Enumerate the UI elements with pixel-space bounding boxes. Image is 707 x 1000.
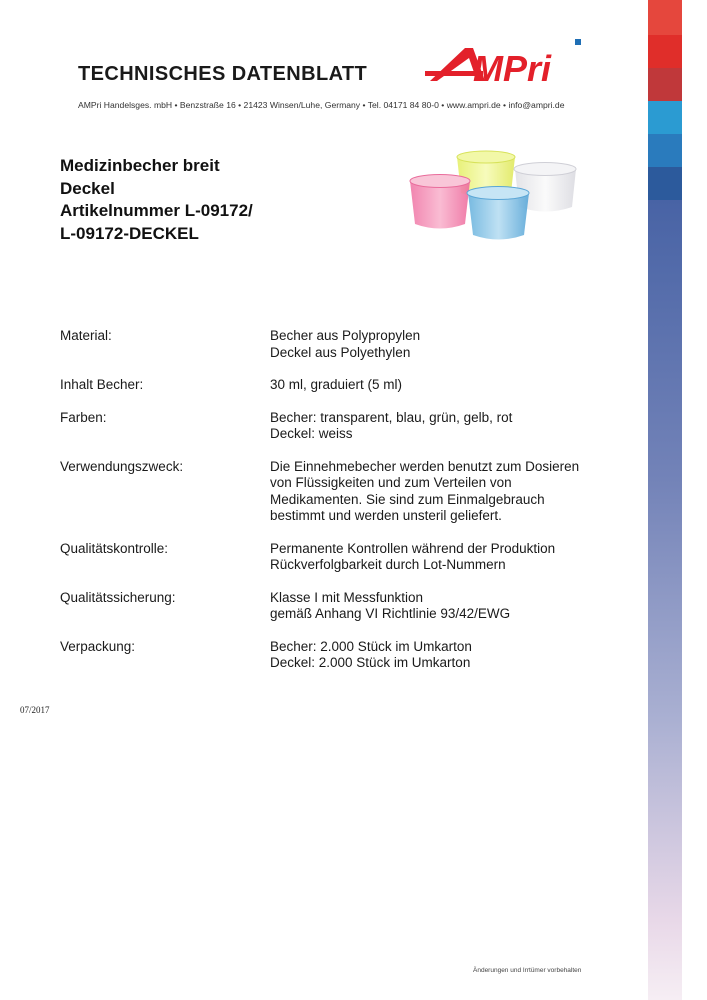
sidebar-segment <box>648 167 682 200</box>
sidebar-segment <box>648 134 682 167</box>
spec-value <box>270 590 620 623</box>
spec-value <box>270 328 620 361</box>
sidebar-segment <box>648 35 682 68</box>
spec-value <box>270 459 620 525</box>
spec-row-qualitaetssicherung <box>60 590 620 623</box>
product-title-line: Deckel <box>60 178 115 198</box>
spec-label: Inhalt Becher: <box>60 377 144 392</box>
spec-value-line: Rückverfolgbarkeit durch Lot-Nummern <box>270 557 506 572</box>
spec-value-line: Becher: 2.000 Stück im Umkarton <box>270 638 472 654</box>
ampri-logo <box>425 36 585 91</box>
product-title-line: Medizinbecher breit <box>60 156 220 175</box>
spec-value-line: Klasse I mit Messfunktion <box>270 589 424 605</box>
sidebar-segment <box>648 200 682 1000</box>
company-contact-line: AMPri Handelsges. mbH • Benzstraße 16 • 21423 Winsen/Luhe, Germany • Tel. 04171 84 80-0 • www.ampri.de • info@ampri.de <box>78 100 565 110</box>
footer-disclaimer: Änderungen und Irrtümer vorbehalten <box>473 967 582 974</box>
spec-value-line: Deckel: weiss <box>270 426 353 441</box>
spec-row-verpackung <box>60 639 620 672</box>
spec-value-line: Deckel aus Polyethylen <box>270 344 411 360</box>
spec-value-line: Deckel: 2.000 Stück im Umkarton <box>270 655 471 670</box>
spec-value-line: Permanente Kontrollen während der Produktion <box>270 540 556 556</box>
medicine-cups-photo <box>372 130 617 300</box>
spec-row-farben <box>60 410 620 443</box>
color-sidebar <box>648 0 682 1000</box>
sidebar-segment <box>648 68 682 101</box>
spec-label: Verwendungszweck: <box>60 458 184 474</box>
spec-value-line: von Flüssigkeiten und zum Verteilen von <box>270 475 512 490</box>
spec-label: Qualitätssicherung: <box>60 589 176 605</box>
spec-value-line: bestimmt und werden unsteril geliefert. <box>270 508 502 523</box>
spec-value <box>270 541 620 574</box>
spec-table <box>60 328 620 672</box>
spec-row-qualitaetskontrolle <box>60 541 620 574</box>
spec-value <box>270 377 620 394</box>
spec-value-line: gemäß Anhang VI Richtlinie 93/42/EWG <box>270 606 511 621</box>
spec-label: Material: <box>60 328 112 343</box>
spec-label: Qualitätskontrolle: <box>60 540 169 556</box>
spec-value <box>270 410 620 443</box>
spec-value <box>270 639 620 672</box>
spec-value-line: Medikamenten. Sie sind zum Einmalgebrauch <box>270 491 545 507</box>
document-title: TECHNISCHES DATENBLATT <box>78 63 368 85</box>
sidebar-segment <box>648 101 682 134</box>
svg-text:MPri: MPri <box>473 48 552 89</box>
spec-value-line: Becher aus Polypropylen <box>270 328 421 343</box>
spec-value-line: Becher: transparent, blau, grün, gelb, rot <box>270 409 513 425</box>
spec-label: Farben: <box>60 409 107 425</box>
spec-row-verwendungszweck <box>60 459 620 525</box>
product-title-line: Artikelnummer L-09172/ <box>60 201 253 220</box>
spec-row-material <box>60 328 620 361</box>
spec-row-inhalt <box>60 377 620 394</box>
spec-value-line: 30 ml, graduiert (5 ml) <box>270 377 403 392</box>
product-title <box>60 155 253 245</box>
spec-label: Verpackung: <box>60 638 136 654</box>
product-title-line: L-09172-DECKEL <box>60 223 199 243</box>
spec-value-line: Die Einnehmebecher werden benutzt zum Dosieren <box>270 458 580 474</box>
date-code: 07/2017 <box>20 705 50 715</box>
sidebar-segment <box>648 0 682 35</box>
